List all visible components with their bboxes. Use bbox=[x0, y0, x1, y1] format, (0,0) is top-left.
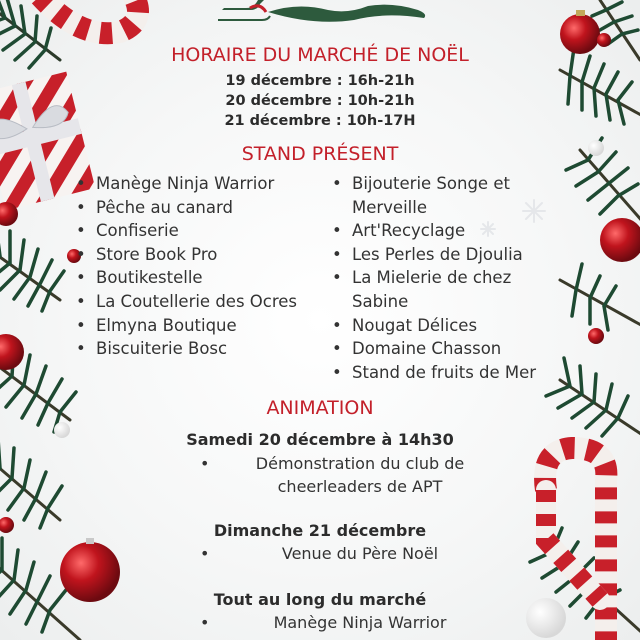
list-item: • Boutikestelle bbox=[76, 266, 297, 290]
event-item-text: Venue du Père Noël bbox=[281, 544, 439, 563]
list-item-continuation: Merveille bbox=[352, 197, 427, 217]
event-heading: Tout au long du marché bbox=[213, 590, 427, 609]
schedule-day-2: 20 décembre : 10h-21h bbox=[225, 93, 415, 109]
stands-list-right bbox=[332, 172, 536, 384]
event-item bbox=[200, 611, 500, 634]
list-item: • Nougat Délices bbox=[332, 314, 536, 338]
stands-list-left bbox=[76, 172, 297, 361]
schedule-day-3: 21 décembre : 10h-17H bbox=[224, 113, 416, 129]
event-item-text: Démonstration du club de cheerleaders de APT bbox=[255, 454, 465, 496]
event-heading: Samedi 20 décembre à 14h30 bbox=[186, 430, 454, 449]
event-item bbox=[200, 452, 500, 498]
list-item: • Les Perles de Djoulia bbox=[332, 243, 536, 267]
bullet-icon: • bbox=[200, 454, 210, 473]
bullet-icon: • bbox=[200, 544, 210, 563]
list-item: • Biscuiterie Bosc bbox=[76, 337, 297, 361]
list-item: • La Mielerie de chez bbox=[332, 266, 536, 290]
list-item: • Confiserie bbox=[76, 219, 297, 243]
event-item bbox=[200, 542, 500, 565]
list-item: • Elmyna Boutique bbox=[76, 314, 297, 338]
schedule-day-1: 19 décembre : 16h-21h bbox=[225, 73, 415, 89]
list-item: • Bijouterie Songe et bbox=[332, 172, 536, 196]
stands-title: STAND PRÉSENT bbox=[241, 143, 399, 165]
list-item: • Manège Ninja Warrior bbox=[76, 172, 297, 196]
schedule-title: HORAIRE DU MARCHÉ DE NOËL bbox=[171, 44, 469, 66]
event-heading: Dimanche 21 décembre bbox=[213, 521, 427, 540]
event-item-text: Manège Ninja Warrior bbox=[273, 613, 447, 632]
list-item: • La Coutellerie des Ocres bbox=[76, 290, 297, 314]
bullet-icon: • bbox=[200, 613, 210, 632]
list-item: • Stand de fruits de Mer bbox=[332, 361, 536, 385]
list-item: • Domaine Chasson bbox=[332, 337, 536, 361]
list-item: • Store Book Pro bbox=[76, 243, 297, 267]
list-item: • Art'Recyclage bbox=[332, 219, 536, 243]
list-item-continuation: Sabine bbox=[352, 291, 409, 311]
list-item: • Pêche au canard bbox=[76, 196, 297, 220]
animation-title: ANIMATION bbox=[266, 397, 374, 419]
